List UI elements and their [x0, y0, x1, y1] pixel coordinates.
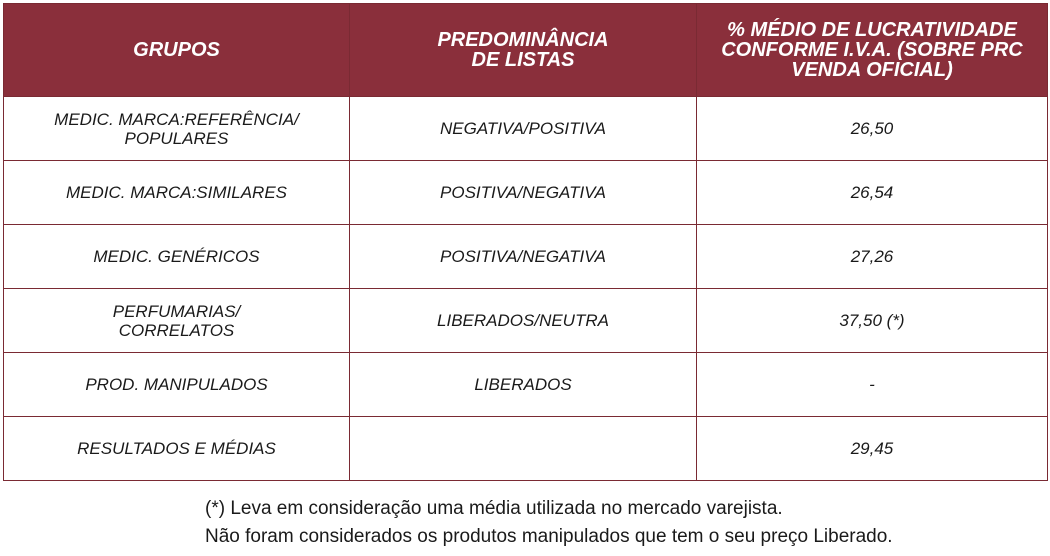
- table-row: [4, 161, 1048, 225]
- table-row: [4, 225, 1048, 289]
- cell-margin: 29,45: [697, 417, 1048, 481]
- cell-group: MEDIC. GENÉRICOS: [4, 225, 350, 289]
- cell-lists: [350, 417, 697, 481]
- table-row: [4, 353, 1048, 417]
- cell-lists: NEGATIVA/POSITIVA: [350, 97, 697, 161]
- table-row: [4, 97, 1048, 161]
- profitability-table-container: [3, 3, 1047, 481]
- header-groups: GRUPOS: [4, 4, 350, 97]
- cell-lists: POSITIVA/NEGATIVA: [350, 161, 697, 225]
- cell-group: MEDIC. MARCA:SIMILARES: [4, 161, 350, 225]
- profitability-table: [3, 3, 1048, 481]
- header-average-profitability: % MÉDIO DE LUCRATIVIDADE CONFORME I.V.A. (SOBRE PRC VENDA OFICIAL): [697, 4, 1048, 97]
- cell-margin: 26,54: [697, 161, 1048, 225]
- cell-margin: 26,50: [697, 97, 1048, 161]
- cell-margin: -: [697, 353, 1048, 417]
- cell-lists: LIBERADOS/NEUTRA: [350, 289, 697, 353]
- cell-group: MEDIC. MARCA:REFERÊNCIA/ POPULARES: [4, 97, 350, 161]
- footnote-manipulated: Não foram considerados os produtos manipulados que tem o seu preço Liberado.: [205, 526, 893, 547]
- cell-group: PERFUMARIAS/ CORRELATOS: [4, 289, 350, 353]
- cell-margin: 27,26: [697, 225, 1048, 289]
- cell-group: RESULTADOS E MÉDIAS: [4, 417, 350, 481]
- cell-group: PROD. MANIPULADOS: [4, 353, 350, 417]
- table-row-totals: [4, 417, 1048, 481]
- table-footnotes: [205, 495, 893, 551]
- header-list-predominance: PREDOMINÂNCIA DE LISTAS: [350, 4, 697, 97]
- footnote-average: (*) Leva em consideração uma média utilizada no mercado varejista.: [205, 498, 783, 519]
- cell-margin: 37,50 (*): [697, 289, 1048, 353]
- table-header-row: [4, 4, 1048, 97]
- table-row: [4, 289, 1048, 353]
- cell-lists: LIBERADOS: [350, 353, 697, 417]
- cell-lists: POSITIVA/NEGATIVA: [350, 225, 697, 289]
